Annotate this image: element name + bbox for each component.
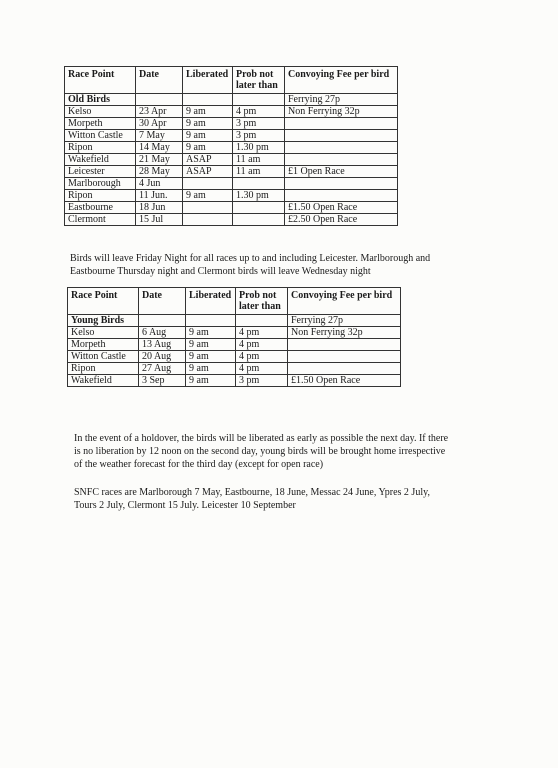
- date-cell: 13 Aug: [139, 339, 186, 351]
- race-point-cell: Morpeth: [68, 339, 139, 351]
- date-cell: 28 May: [136, 166, 183, 178]
- race-point-cell: Witton Castle: [65, 130, 136, 142]
- table-row: [65, 106, 398, 118]
- date-cell: 4 Jun: [136, 178, 183, 190]
- fee-cell: [285, 142, 398, 154]
- liberated-cell: 9 am: [183, 142, 233, 154]
- header-prob-not-later-than: Prob not later than: [233, 67, 285, 94]
- table-row: [65, 166, 398, 178]
- fee-cell: Ferrying 27p: [288, 315, 401, 327]
- date-cell: 30 Apr: [136, 118, 183, 130]
- empty-cell: [139, 315, 186, 327]
- prob-time-cell: [233, 178, 285, 190]
- table-header-row: [68, 288, 401, 315]
- section-label: Old Birds: [65, 94, 136, 106]
- liberated-cell: ASAP: [183, 166, 233, 178]
- fee-cell: £2.50 Open Race: [285, 214, 398, 226]
- fee-cell: [285, 118, 398, 130]
- prob-time-cell: 4 pm: [236, 351, 288, 363]
- header-convoying-fee: Convoying Fee per bird: [288, 288, 401, 315]
- liberated-cell: 9 am: [186, 351, 236, 363]
- table-row: [68, 339, 401, 351]
- race-point-cell: Wakefield: [68, 375, 139, 387]
- race-point-cell: Morpeth: [65, 118, 136, 130]
- prob-time-cell: 3 pm: [233, 130, 285, 142]
- prob-time-cell: 4 pm: [236, 363, 288, 375]
- date-cell: 15 Jul: [136, 214, 183, 226]
- table-row: [65, 130, 398, 142]
- liberated-cell: [183, 214, 233, 226]
- race-point-cell: Ripon: [65, 142, 136, 154]
- prob-time-cell: 1.30 pm: [233, 142, 285, 154]
- table-row: [65, 202, 398, 214]
- table-row: [65, 154, 398, 166]
- race-point-cell: Clermont: [65, 214, 136, 226]
- liberated-cell: 9 am: [186, 363, 236, 375]
- empty-cell: [233, 94, 285, 106]
- liberated-cell: 9 am: [183, 130, 233, 142]
- fee-cell: [288, 339, 401, 351]
- race-point-cell: Leicester: [65, 166, 136, 178]
- date-cell: 27 Aug: [139, 363, 186, 375]
- date-cell: 14 May: [136, 142, 183, 154]
- race-point-cell: Wakefield: [65, 154, 136, 166]
- empty-cell: [136, 94, 183, 106]
- fee-cell: Non Ferrying 32p: [288, 327, 401, 339]
- holdover-note: In the event of a holdover, the birds will be liberated as early as possible the next day. If there is no liberation by 12 noon on the second day, young birds will be brought home irrespective of the weather forecast for the third day (except for open race): [74, 433, 449, 470]
- date-cell: 20 Aug: [139, 351, 186, 363]
- liberated-cell: 9 am: [186, 327, 236, 339]
- liberated-cell: 9 am: [183, 190, 233, 202]
- prob-time-cell: 4 pm: [236, 327, 288, 339]
- prob-time-cell: 3 pm: [233, 118, 285, 130]
- header-prob-not-later-than: Prob not later than: [236, 288, 288, 315]
- section-row: [65, 94, 398, 106]
- prob-time-cell: 11 am: [233, 166, 285, 178]
- header-convoying-fee: Convoying Fee per bird: [285, 67, 398, 94]
- table-row: [65, 214, 398, 226]
- liberated-cell: ASAP: [183, 154, 233, 166]
- date-cell: 7 May: [136, 130, 183, 142]
- departure-note: Birds will leave Friday Night for all races up to and including Leicester. Marlborough and Eastbourne Thursday night and Clermont birds will leave Wednesday night: [70, 253, 431, 277]
- header-date: Date: [136, 67, 183, 94]
- liberated-cell: 9 am: [183, 118, 233, 130]
- date-cell: 23 Apr: [136, 106, 183, 118]
- fee-cell: £1.50 Open Race: [285, 202, 398, 214]
- fee-cell: [288, 351, 401, 363]
- empty-cell: [236, 315, 288, 327]
- date-cell: 6 Aug: [139, 327, 186, 339]
- fee-cell: £1 Open Race: [285, 166, 398, 178]
- table-row: [68, 351, 401, 363]
- date-cell: 3 Sep: [139, 375, 186, 387]
- header-date: Date: [139, 288, 186, 315]
- date-cell: 18 Jun: [136, 202, 183, 214]
- snfc-races-note: SNFC races are Marlborough 7 May, Eastbourne, 18 June, Messac 24 June, Ypres 2 July, Tours 2 July, Clermont 15 July. Leicester 10 September: [74, 487, 430, 511]
- prob-time-cell: 1.30 pm: [233, 190, 285, 202]
- header-race-point: Race Point: [68, 288, 139, 315]
- fee-cell: £1.50 Open Race: [288, 375, 401, 387]
- table-row: [65, 190, 398, 202]
- race-point-cell: Kelso: [65, 106, 136, 118]
- liberated-cell: 9 am: [186, 375, 236, 387]
- race-point-cell: Marlborough: [65, 178, 136, 190]
- table-row: [68, 327, 401, 339]
- young-birds-race-table: [67, 287, 401, 387]
- header-liberated: Liberated: [186, 288, 236, 315]
- prob-time-cell: 4 pm: [233, 106, 285, 118]
- liberated-cell: [183, 202, 233, 214]
- table-row: [68, 363, 401, 375]
- table-header-row: [65, 67, 398, 94]
- fee-cell: [285, 190, 398, 202]
- section-row: [68, 315, 401, 327]
- fee-cell: [288, 363, 401, 375]
- table-row: [68, 375, 401, 387]
- fee-cell: Non Ferrying 32p: [285, 106, 398, 118]
- race-point-cell: Ripon: [68, 363, 139, 375]
- table-row: [65, 142, 398, 154]
- liberated-cell: 9 am: [183, 106, 233, 118]
- fee-cell: [285, 130, 398, 142]
- empty-cell: [183, 94, 233, 106]
- prob-time-cell: [233, 202, 285, 214]
- fee-cell: Ferrying 27p: [285, 94, 398, 106]
- fee-cell: [285, 154, 398, 166]
- old-birds-race-table: [64, 66, 398, 226]
- empty-cell: [186, 315, 236, 327]
- prob-time-cell: [233, 214, 285, 226]
- liberated-cell: [183, 178, 233, 190]
- table-row: [65, 118, 398, 130]
- liberated-cell: 9 am: [186, 339, 236, 351]
- fee-cell: [285, 178, 398, 190]
- date-cell: 21 May: [136, 154, 183, 166]
- date-cell: 11 Jun.: [136, 190, 183, 202]
- prob-time-cell: 3 pm: [236, 375, 288, 387]
- header-race-point: Race Point: [65, 67, 136, 94]
- race-point-cell: Eastbourne: [65, 202, 136, 214]
- race-point-cell: Witton Castle: [68, 351, 139, 363]
- prob-time-cell: 4 pm: [236, 339, 288, 351]
- section-label: Young Birds: [68, 315, 139, 327]
- header-liberated: Liberated: [183, 67, 233, 94]
- race-point-cell: Kelso: [68, 327, 139, 339]
- table-row: [65, 178, 398, 190]
- prob-time-cell: 11 am: [233, 154, 285, 166]
- race-point-cell: Ripon: [65, 190, 136, 202]
